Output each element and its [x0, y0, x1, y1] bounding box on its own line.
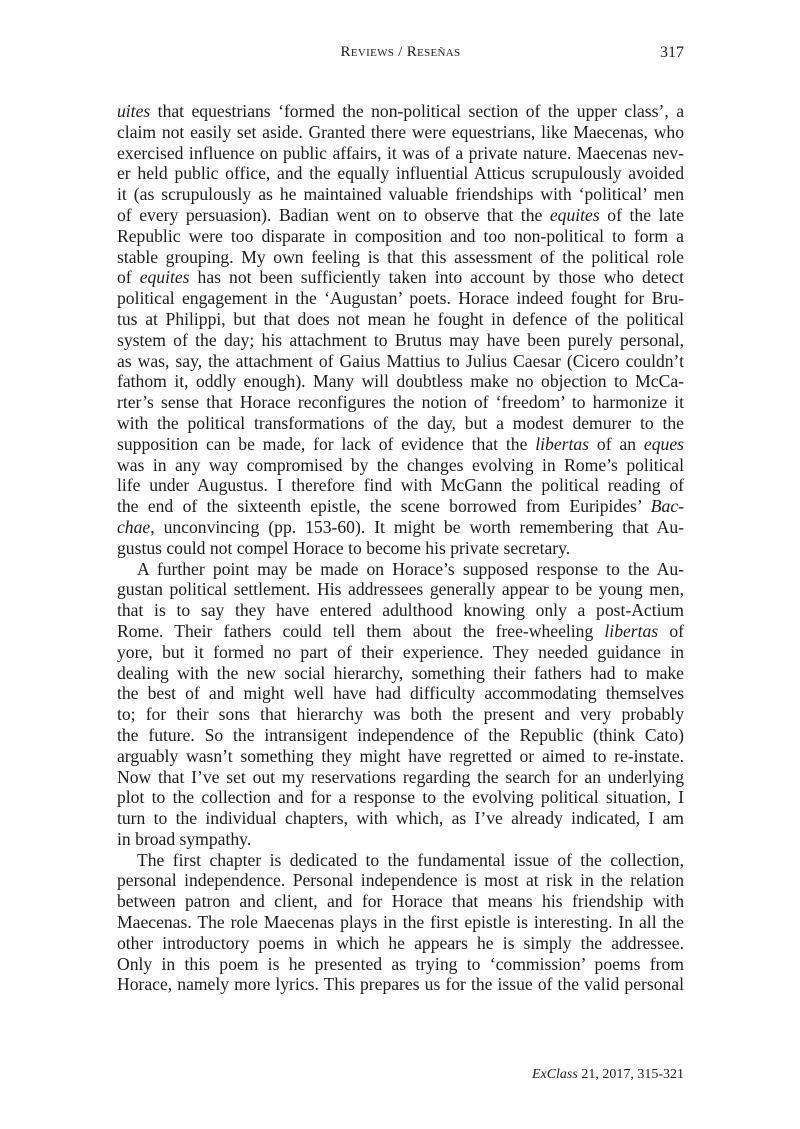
italic-term: equites [139, 267, 190, 288]
paragraph [117, 559, 684, 850]
text-line: supposition can be made, for lack of evidence that the libertas of an eques [117, 433, 684, 454]
text-line: between patron and client, and for Horace that means his friendship with [117, 891, 684, 912]
text-line: chae, unconvincing (pp. 153-60). It might be worth remembering that Au- [117, 516, 684, 537]
text-line: tus at Philippi, but that does not mean he fought in defence of the political [117, 308, 684, 329]
paragraph [117, 850, 684, 996]
text-line: with the political transformations of the day, but a modest demurer to the [117, 412, 684, 433]
citation-details: 21, 2017, 315-321 [577, 1067, 684, 1082]
italic-term: Bac- [650, 496, 684, 517]
text-line: personal independence. Personal independence is most at risk in the relation [117, 870, 684, 891]
text-line: that is to say they have entered adulthood knowing only a post-Actium [117, 600, 684, 621]
text-line: Only in this poem is he presented as trying to ‘commission’ poems from [117, 953, 684, 974]
italic-term: eques [643, 433, 684, 454]
paragraph [117, 101, 684, 559]
text-line: claim not easily set aside. Granted there were equestrians, like Maecenas, who [117, 121, 684, 142]
text-line: to; for their sons that hierarchy was both the present and very probably [117, 704, 684, 725]
italic-term: libertas [535, 433, 590, 454]
text-line: fathom it, oddly enough). Many will doubtless make no objection to McCa- [117, 371, 684, 392]
text-line: arguably wasn’t something they might have regretted or aimed to re-instate. [117, 745, 684, 766]
text-line: turn to the individual chapters, with which, as I’ve already indicated, I am [117, 808, 684, 829]
italic-term: equites [549, 204, 600, 225]
running-head: Reviews / Reseñas [340, 44, 461, 60]
text-line: the end of the sixteenth epistle, the scene borrowed from Euripides’ Bac- [117, 496, 684, 517]
text-line: exercised influence on public affairs, it was of a private nature. Maecenas nev- [117, 142, 684, 163]
text-line: in broad sympathy. [117, 828, 252, 849]
text-line: as was, say, the attachment of Gaius Mattius to Julius Caesar (Cicero couldn’t [117, 350, 684, 371]
text-line: plot to the collection and for a response to the evolving political situation, I [117, 787, 684, 808]
text-line: Republic were too disparate in composition and too non-political to form a [117, 225, 684, 246]
text-line: er held public office, and the equally influential Atticus scrupulously avoided [117, 163, 684, 184]
text-line: system of the day; his attachment to Brutus may have been purely personal, [117, 329, 684, 350]
text-line: other introductory poems in which he appears he is simply the addressee. [117, 932, 684, 953]
text-line: uites that equestrians ‘formed the non-political section of the upper class’, a [117, 101, 684, 121]
text-line: yore, but it formed no part of their experience. They needed guidance in [117, 641, 684, 662]
text-line: the best of and might well have had difficulty accommodating themselves [117, 683, 684, 704]
text-line: stable grouping. My own feeling is that this assessment of the political role [117, 246, 684, 267]
text-line: the future. So the intransigent independence of the Republic (think Cato) [117, 724, 684, 745]
text-line: Rome. Their fathers could tell them about the free-wheeling libertas of [117, 620, 684, 641]
text-line: rter’s sense that Horace reconfigures the notion of ‘freedom’ to harmonize it [117, 392, 684, 413]
text-line: was in any way compromised by the changes evolving in Rome’s political [117, 454, 684, 475]
italic-term: libertas [604, 620, 659, 641]
text-line: political engagement in the ‘Augustan’ poets. Horace indeed fought for Bru- [117, 288, 684, 309]
text-line: of every persuasion). Badian went on to observe that the equites of the late [117, 204, 684, 225]
page-number: 317 [660, 44, 684, 61]
text-line: life under Augustus. I therefore find with McGann the political reading of [117, 475, 684, 496]
italic-term: uites [117, 101, 151, 121]
footer-citation [532, 1067, 684, 1083]
text-line: Maecenas. The role Maecenas plays in the first epistle is interesting. In all the [117, 912, 684, 933]
text-line: A further point may be made on Horace’s supposed response to the Au- [137, 558, 684, 579]
text-line: dealing with the new social hierarchy, something their fathers had to make [117, 662, 684, 683]
text-line: of equites has not been sufficiently taken into account by those who detect [117, 267, 684, 288]
italic-term: chae [117, 516, 151, 537]
body-text [117, 101, 684, 995]
text-line: gustan political settlement. His addressees generally appear to be young men, [117, 579, 684, 600]
text-line: Horace, namely more lyrics. This prepares us for the issue of the valid personal [117, 974, 684, 995]
text-line: Now that I’ve set out my reservations regarding the search for an underlying [117, 766, 684, 787]
journal-name: ExClass [531, 1067, 578, 1082]
text-line: gustus could not compel Horace to become his private secretary. [117, 537, 571, 558]
text-line: it (as scrupulously as he maintained valuable friendships with ‘political’ men [117, 184, 684, 205]
text-line: The first chapter is dedicated to the fundamental issue of the collection, [137, 849, 684, 870]
page-header [117, 44, 684, 68]
